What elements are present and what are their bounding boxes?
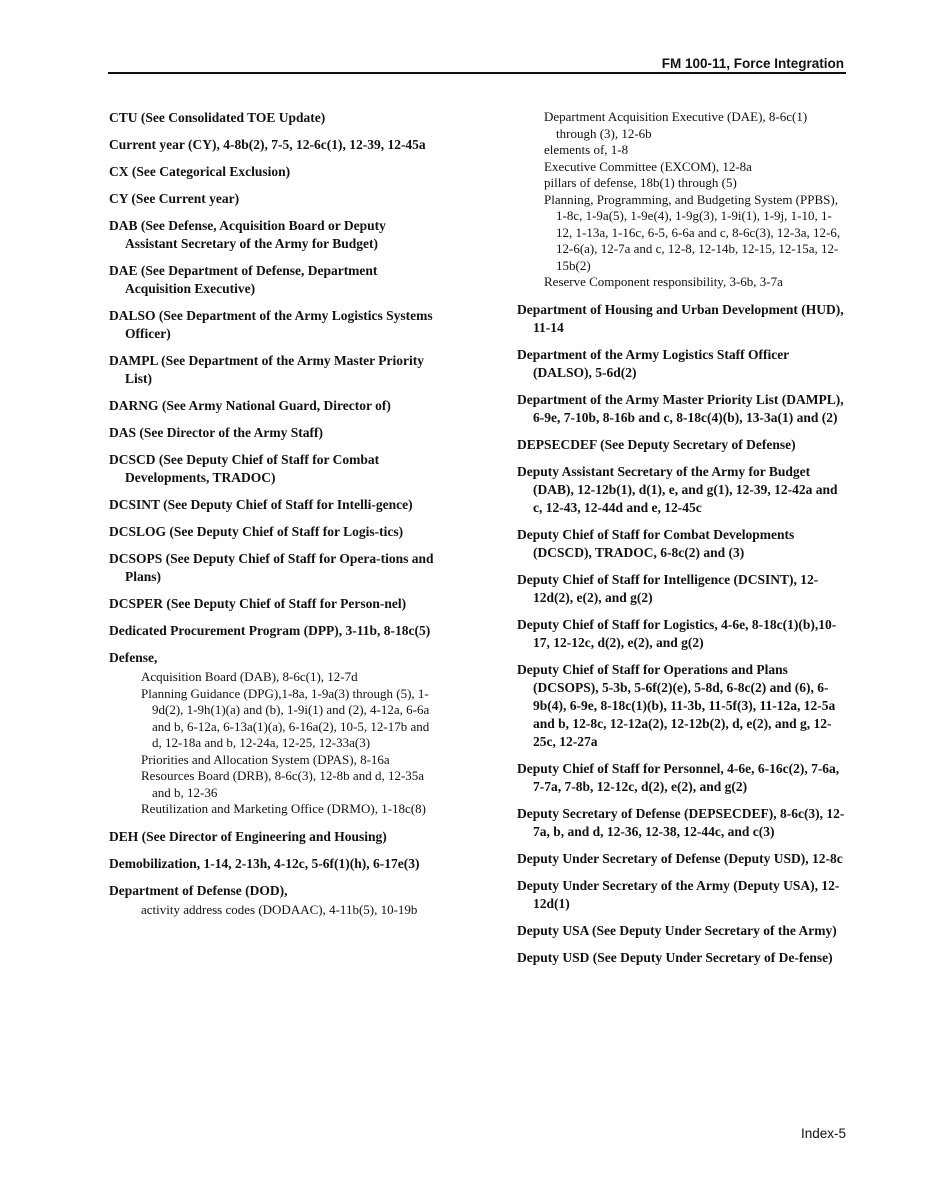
index-entry: DCSINT (See Deputy Chief of Staff for Intelli-gence) <box>109 497 413 512</box>
index-subentry: elements of, 1-8 <box>544 142 629 157</box>
index-entry-head: Defense, <box>109 650 158 665</box>
running-header: FM 100-11, Force Integration <box>661 56 844 71</box>
index-entry: DCSLOG (See Deputy Chief of Staff for Logis-tics) <box>109 524 404 539</box>
index-entry: DAE (See Department of Defense, Department Acquisition Executive) <box>109 263 378 296</box>
index-entry-with-subentries <box>109 882 437 919</box>
index-entry: DAB (See Defense, Acquisition Board or Deputy Assistant Secretary of the Army for Budget) <box>109 218 386 251</box>
index-subentry: Reserve Component responsibility, 3-6b, 3-7a <box>544 274 783 289</box>
header-rule <box>108 72 846 74</box>
subentry-list <box>125 669 437 818</box>
index-subentry: Priorities and Allocation System (DPAS), 8-16a <box>141 751 390 767</box>
index-entry: Deputy Chief of Staff for Intelligence (DCSINT), 12-12d(2), e(2), and g(2) <box>517 571 819 605</box>
index-entry: Demobilization, 1-14, 2-13h, 4-12c, 5-6f(1)(h), 6-17e(3) <box>109 855 420 871</box>
index-entry: Dedicated Procurement Program (DPP), 3-11b, 8-18c(5) <box>109 623 431 638</box>
index-entry: Department of the Army Logistics Staff Officer (DALSO), 5-6d(2) <box>517 346 789 380</box>
index-subentry: Reutilization and Marketing Office (DRMO), 1-18c(8) <box>141 801 426 816</box>
page-number: Index-5 <box>800 1126 846 1141</box>
index-entry: Deputy USD (See Deputy Under Secretary of De-fense) <box>517 949 833 965</box>
index-subentry: Acquisition Board (DAB), 8-6c(1), 12-7d <box>141 669 358 684</box>
index-entry: Department of Housing and Urban Development (HUD), 11-14 <box>517 301 844 335</box>
index-entry: DARNG (See Army National Guard, Director of) <box>109 398 391 413</box>
index-entry: Deputy Secretary of Defense (DEPSECDEF), 8-6c(3), 12-7a, b, and d, 12-36, 12-38, 12-44c, and c(3) <box>517 805 845 839</box>
index-entry: Deputy Under Secretary of Defense (Deputy USD), 12-8c <box>517 850 843 866</box>
index-entry: Deputy Chief of Staff for Combat Developments (DCSCD), TRADOC, 6-8c(2) and (3) <box>517 526 795 560</box>
index-entry: DAMPL (See Department of the Army Master Priority List) <box>109 353 425 386</box>
index-entry: DCSCD (See Deputy Chief of Staff for Combat Developments, TRADOC) <box>109 452 380 485</box>
subentry-list <box>125 902 437 919</box>
index-entry: CX (See Categorical Exclusion) <box>109 164 291 179</box>
index-entry: CTU (See Consolidated TOE Update) <box>109 110 326 125</box>
index-entry-head: Department of Defense (DOD), <box>109 882 288 898</box>
index-entry: Deputy Chief of Staff for Operations and Plans (DCSOPS), 5-3b, 5-6f(2)(e), 5-8d, 6-8c(2) and (6), 6-9b(4), 6-9e, 8-18c(1)(b), 11-3b, 11-5f(3), 11-12a, 12-5a and b, 12-8c, 12-12a(2), 12-12b(2), d, e(2), and g, 12-25c, 12-27a <box>517 661 836 749</box>
index-subentry: Planning, Programming, and Budgeting System (PPBS), 1-8c, 1-9a(5), 1-9e(4), 1-9g(3), 1-9i(1), 1-9j, 1-10, 1-12, 1-13a, 1-16c, 6-5, 6-6a and c, 8-6c(3), 12-3a, 12-6, 12-6(a), 12-7a and c, 12-8, 12-14b, 12-15, 12-15a, 12-15b(2) <box>544 191 841 273</box>
index-entry: DALSO (See Department of the Army Logistics Systems Officer) <box>109 308 433 341</box>
index-subentry: activity address codes (DODAAC), 4-11b(5), 10-19b <box>141 901 418 917</box>
index-entry: DEH (See Director of Engineering and Housing) <box>109 828 387 844</box>
index-entry: Department of the Army Master Priority List (DAMPL), 6-9e, 7-10b, 8-16b and c, 8-18c(4)(b), 13-3a(1) and (2) <box>517 391 844 425</box>
index-entry: CY (See Current year) <box>109 191 240 206</box>
index-entry: Deputy Chief of Staff for Logistics, 4-6e, 8-18c(1)(b),10-17, 12-12c, d(2), e(2), and g(2) <box>517 616 837 650</box>
index-column-left <box>109 109 437 928</box>
index-entry: Deputy Under Secretary of the Army (Deputy USA), 12-12d(1) <box>517 877 840 911</box>
index-entry-with-subentries <box>109 649 437 818</box>
index-entry: Deputy Chief of Staff for Personnel, 4-6e, 6-16c(2), 7-6a, 7-7a, 7-8b, 12-12c, d(2), e(2), and g(2) <box>517 760 840 794</box>
index-entry: Deputy Assistant Secretary of the Army for Budget (DAB), 12-12b(1), d(1), e, and g(1), 12-39, 12-42a and c, 12-43, 12-44d and e, 12-45c <box>517 463 838 515</box>
index-subentry: Resources Board (DRB), 8-6c(3), 12-8b and d, 12-35a and b, 12-36 <box>141 768 425 800</box>
index-entry: DCSPER (See Deputy Chief of Staff for Person-nel) <box>109 596 407 611</box>
index-subentry: Department Acquisition Executive (DAE), 8-6c(1) through (3), 12-6b <box>544 109 808 141</box>
index-subentry: Executive Committee (EXCOM), 12-8a <box>544 158 752 174</box>
index-entry: DAS (See Director of the Army Staff) <box>109 425 323 440</box>
index-entry: Current year (CY), 4-8b(2), 7-5, 12-6c(1), 12-39, 12-45a <box>109 137 426 152</box>
index-subentry: pillars of defense, 18b(1) through (5) <box>544 175 737 190</box>
continued-subentry-list <box>517 109 847 291</box>
index-entry: Deputy USA (See Deputy Under Secretary of the Army) <box>517 922 837 938</box>
index-column-right <box>517 109 847 976</box>
index-entry: DEPSECDEF (See Deputy Secretary of Defense) <box>517 436 796 452</box>
index-subentry: Planning Guidance (DPG),1-8a, 1-9a(3) through (5), 1-9d(2), 1-9h(1)(a) and (b), 1-9i(1) and (2), 4-12a, 6-6a and b, 6-12a, 6-13a(1)(a), 6-16a(2), 10-5, 12-17b and d, 12-18a and b, 12-24a, 12-25, 12-33a(3) <box>141 685 430 750</box>
index-entry: DCSOPS (See Deputy Chief of Staff for Opera-tions and Plans) <box>109 551 434 584</box>
